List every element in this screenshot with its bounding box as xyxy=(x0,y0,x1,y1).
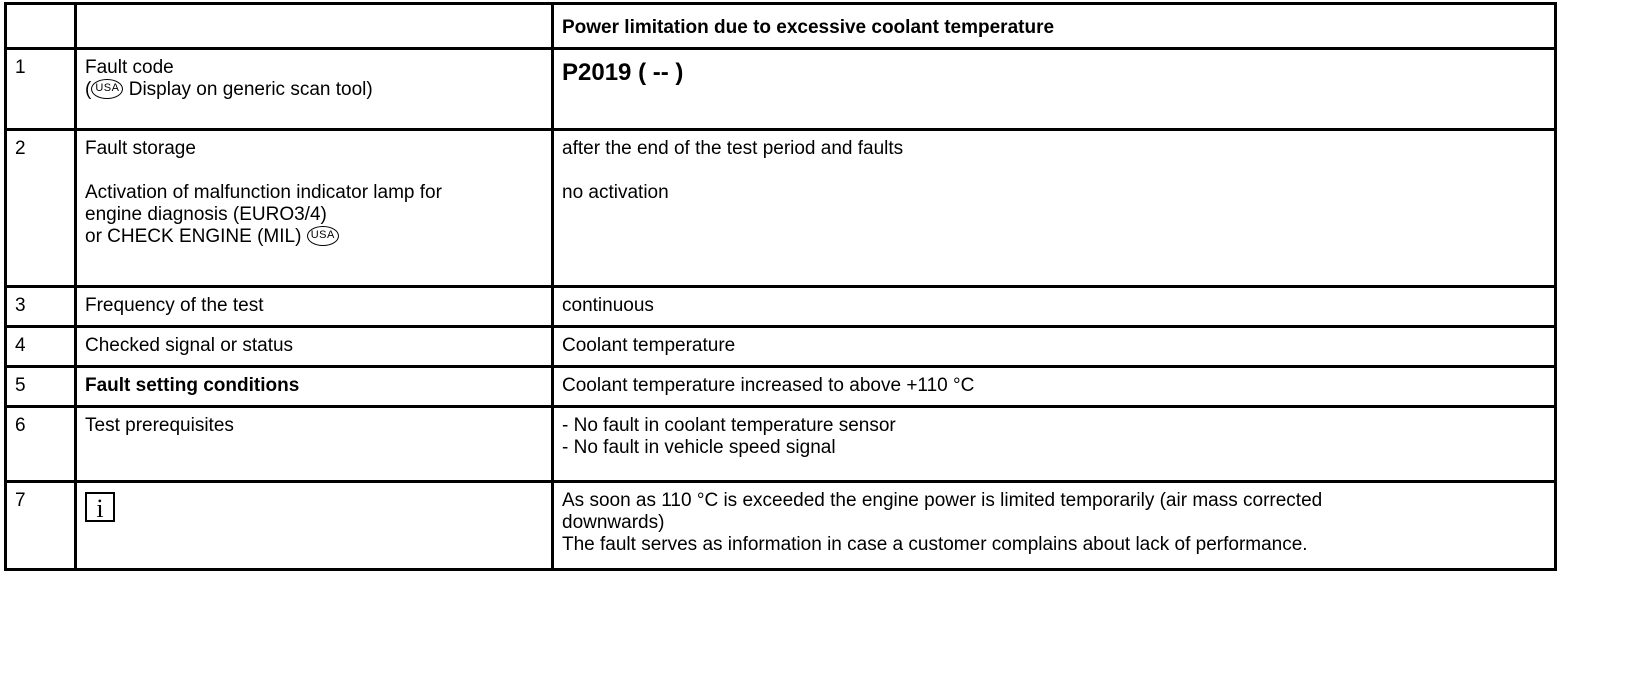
row-value: Coolant temperature increased to above +110 °C xyxy=(553,367,1556,407)
info-text-line3: The fault serves as information in case a customer complains about lack of performance. xyxy=(562,534,1308,555)
fault-storage-value: after the end of the test period and faults xyxy=(562,138,904,159)
table-row xyxy=(6,49,1556,130)
table-row xyxy=(6,327,1556,367)
info-icon: i xyxy=(85,492,115,522)
header-label-cell xyxy=(76,4,553,49)
info-text-line1: As soon as 110 °C is exceeded the engine power is limited temporarily (air mass corrected xyxy=(562,490,1323,511)
row-number: 5 xyxy=(6,367,76,407)
row-value: continuous xyxy=(553,287,1556,327)
paren-open: ( xyxy=(85,79,92,100)
row-number: 1 xyxy=(6,49,76,130)
row-label: Test prerequisites xyxy=(76,407,553,482)
row-label xyxy=(76,130,553,287)
prerequisite-item: - No fault in vehicle speed signal xyxy=(562,437,836,458)
usa-badge-icon: USA xyxy=(91,79,123,99)
mil-activation-value: no activation xyxy=(562,182,669,203)
mil-label-line1: Activation of malfunction indicator lamp for xyxy=(85,182,442,203)
fault-storage-label: Fault storage xyxy=(85,138,196,159)
table-title: Power limitation due to excessive coolant temperature xyxy=(553,4,1556,49)
table-row xyxy=(6,130,1556,287)
row-label: Checked signal or status xyxy=(76,327,553,367)
row-label xyxy=(76,49,553,130)
mil-label-line3 xyxy=(85,226,543,248)
row-number: 6 xyxy=(6,407,76,482)
fault-code-label: Fault code xyxy=(85,57,174,78)
row-number: 2 xyxy=(6,130,76,287)
scan-tool-note xyxy=(85,79,543,101)
row-value xyxy=(553,49,1556,130)
fault-code-value: P2019 ( -- ) xyxy=(562,59,684,86)
row-number: 7 xyxy=(6,482,76,570)
table-row xyxy=(6,482,1556,570)
row-number: 3 xyxy=(6,287,76,327)
row-label: Fault setting conditions xyxy=(76,367,553,407)
mil-label-line2: engine diagnosis (EURO3/4) xyxy=(85,204,327,225)
check-engine-text: or CHECK ENGINE (MIL) xyxy=(85,226,307,247)
table-row xyxy=(6,407,1556,482)
row-number: 4 xyxy=(6,327,76,367)
row-label xyxy=(76,482,553,570)
table-header-row xyxy=(6,4,1556,49)
row-value: Coolant temperature xyxy=(553,327,1556,367)
row-value xyxy=(553,407,1556,482)
usa-badge-icon: USA xyxy=(307,226,339,246)
info-text-line2: downwards) xyxy=(562,512,665,533)
fault-info-table xyxy=(4,2,1557,571)
prerequisite-item: - No fault in coolant temperature sensor xyxy=(562,415,896,436)
scan-tool-text: Display on generic scan tool) xyxy=(123,79,373,100)
table-row xyxy=(6,287,1556,327)
table-row xyxy=(6,367,1556,407)
header-num-cell xyxy=(6,4,76,49)
row-label: Frequency of the test xyxy=(76,287,553,327)
row-value xyxy=(553,482,1556,570)
row-value xyxy=(553,130,1556,287)
